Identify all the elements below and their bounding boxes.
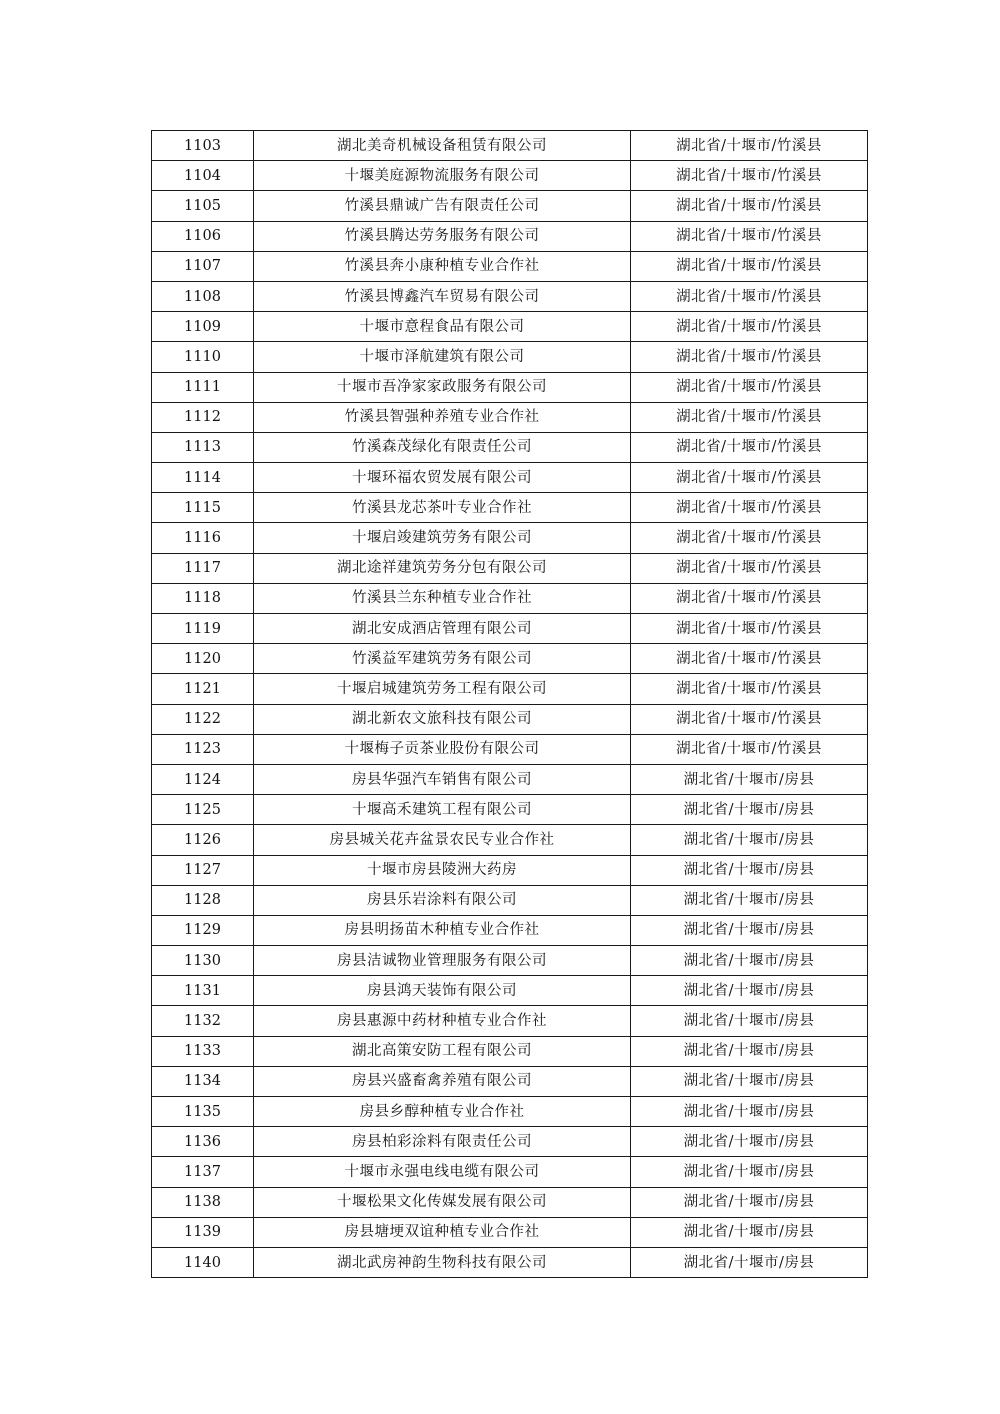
region-cell: 湖北省/十堰市/竹溪县 [631,644,868,674]
region-cell: 湖北省/十堰市/房县 [631,795,868,825]
company-name-cell: 竹溪县奔小康种植专业合作社 [254,251,631,281]
company-name-cell: 湖北美奇机械设备租赁有限公司 [254,131,631,161]
company-name-cell: 竹溪县博鑫汽车贸易有限公司 [254,281,631,311]
row-number-cell: 1132 [152,1006,254,1036]
region-cell: 湖北省/十堰市/竹溪县 [631,614,868,644]
table-row [152,402,868,432]
row-number-cell: 1104 [152,161,254,191]
region-cell: 湖北省/十堰市/房县 [631,1006,868,1036]
table-row [152,1127,868,1157]
table-row [152,946,868,976]
row-number-cell: 1128 [152,885,254,915]
table-row [152,1036,868,1066]
company-name-cell: 湖北新农文旅科技有限公司 [254,704,631,734]
row-number-cell: 1130 [152,946,254,976]
row-number-cell: 1125 [152,795,254,825]
row-number-cell: 1111 [152,372,254,402]
row-number-cell: 1113 [152,432,254,462]
row-number-cell: 1108 [152,281,254,311]
table-row [152,825,868,855]
company-name-cell: 房县乡醇种植专业合作社 [254,1097,631,1127]
company-name-cell: 房县洁诚物业管理服务有限公司 [254,946,631,976]
table-row [152,191,868,221]
region-cell: 湖北省/十堰市/竹溪县 [631,312,868,342]
company-name-cell: 湖北途祥建筑劳务分包有限公司 [254,553,631,583]
company-name-cell: 十堰市永强电线电缆有限公司 [254,1157,631,1187]
company-name-cell: 竹溪县兰东种植专业合作社 [254,583,631,613]
region-cell: 湖北省/十堰市/房县 [631,915,868,945]
region-cell: 湖北省/十堰市/竹溪县 [631,463,868,493]
row-number-cell: 1117 [152,553,254,583]
table-row [152,1217,868,1247]
region-cell: 湖北省/十堰市/竹溪县 [631,342,868,372]
company-name-cell: 房县明扬苗木种植专业合作社 [254,915,631,945]
company-name-cell: 房县柏彩涂料有限责任公司 [254,1127,631,1157]
region-cell: 湖北省/十堰市/竹溪县 [631,523,868,553]
region-cell: 湖北省/十堰市/房县 [631,946,868,976]
table-row [152,221,868,251]
enterprise-list-table [151,130,868,1278]
region-cell: 湖北省/十堰市/房县 [631,855,868,885]
row-number-cell: 1124 [152,764,254,794]
row-number-cell: 1137 [152,1157,254,1187]
region-cell: 湖北省/十堰市/竹溪县 [631,432,868,462]
table-row [152,131,868,161]
region-cell: 湖北省/十堰市/房县 [631,1187,868,1217]
company-name-cell: 竹溪县龙芯茶叶专业合作社 [254,493,631,523]
row-number-cell: 1103 [152,131,254,161]
row-number-cell: 1110 [152,342,254,372]
table-row [152,342,868,372]
company-name-cell: 湖北武房神韵生物科技有限公司 [254,1247,631,1277]
company-name-cell: 十堰启城建筑劳务工程有限公司 [254,674,631,704]
table-row [152,734,868,764]
row-number-cell: 1129 [152,915,254,945]
table-row [152,855,868,885]
table-row [152,251,868,281]
row-number-cell: 1138 [152,1187,254,1217]
company-name-cell: 竹溪森茂绿化有限责任公司 [254,432,631,462]
row-number-cell: 1116 [152,523,254,553]
region-cell: 湖北省/十堰市/房县 [631,764,868,794]
region-cell: 湖北省/十堰市/房县 [631,1036,868,1066]
row-number-cell: 1120 [152,644,254,674]
table-row [152,704,868,734]
region-cell: 湖北省/十堰市/竹溪县 [631,221,868,251]
region-cell: 湖北省/十堰市/竹溪县 [631,372,868,402]
region-cell: 湖北省/十堰市/竹溪县 [631,583,868,613]
company-name-cell: 房县华强汽车销售有限公司 [254,764,631,794]
company-name-cell: 竹溪县鼎诚广告有限责任公司 [254,191,631,221]
row-number-cell: 1136 [152,1127,254,1157]
table-row [152,915,868,945]
row-number-cell: 1127 [152,855,254,885]
region-cell: 湖北省/十堰市/竹溪县 [631,161,868,191]
row-number-cell: 1118 [152,583,254,613]
region-cell: 湖北省/十堰市/竹溪县 [631,191,868,221]
company-name-cell: 十堰环福农贸发展有限公司 [254,463,631,493]
table-row [152,553,868,583]
table-body [152,131,868,1278]
table-row [152,614,868,644]
region-cell: 湖北省/十堰市/竹溪县 [631,493,868,523]
company-name-cell: 十堰市意程食品有限公司 [254,312,631,342]
table-row [152,1187,868,1217]
table-row [152,1006,868,1036]
table-row [152,1247,868,1277]
table-row [152,885,868,915]
row-number-cell: 1134 [152,1066,254,1096]
table-row [152,795,868,825]
row-number-cell: 1122 [152,704,254,734]
company-name-cell: 房县惠源中药材种植专业合作社 [254,1006,631,1036]
region-cell: 湖北省/十堰市/竹溪县 [631,281,868,311]
company-name-cell: 房县乐岩涂料有限公司 [254,885,631,915]
row-number-cell: 1105 [152,191,254,221]
row-number-cell: 1135 [152,1097,254,1127]
company-name-cell: 十堰梅子贡茶业股份有限公司 [254,734,631,764]
company-name-cell: 十堰高禾建筑工程有限公司 [254,795,631,825]
region-cell: 湖北省/十堰市/竹溪县 [631,704,868,734]
table-row [152,463,868,493]
company-name-cell: 十堰市房县陵洲大药房 [254,855,631,885]
row-number-cell: 1114 [152,463,254,493]
region-cell: 湖北省/十堰市/房县 [631,1127,868,1157]
table-row [152,764,868,794]
region-cell: 湖北省/十堰市/房县 [631,1066,868,1096]
company-name-cell: 房县鸿天装饰有限公司 [254,976,631,1006]
company-name-cell: 竹溪县腾达劳务服务有限公司 [254,221,631,251]
company-name-cell: 湖北安成酒店管理有限公司 [254,614,631,644]
table-row [152,1097,868,1127]
company-name-cell: 竹溪益军建筑劳务有限公司 [254,644,631,674]
company-name-cell: 十堰松果文化传媒发展有限公司 [254,1187,631,1217]
table-row [152,493,868,523]
table-row [152,1066,868,1096]
table-row [152,281,868,311]
row-number-cell: 1109 [152,312,254,342]
table-row [152,674,868,704]
region-cell: 湖北省/十堰市/竹溪县 [631,402,868,432]
table-row [152,312,868,342]
region-cell: 湖北省/十堰市/房县 [631,825,868,855]
row-number-cell: 1106 [152,221,254,251]
row-number-cell: 1115 [152,493,254,523]
company-name-cell: 竹溪县智强种养殖专业合作社 [254,402,631,432]
company-name-cell: 房县城关花卉盆景农民专业合作社 [254,825,631,855]
company-name-cell: 十堰市泽航建筑有限公司 [254,342,631,372]
company-name-cell: 十堰启竣建筑劳务有限公司 [254,523,631,553]
row-number-cell: 1126 [152,825,254,855]
region-cell: 湖北省/十堰市/竹溪县 [631,131,868,161]
row-number-cell: 1131 [152,976,254,1006]
region-cell: 湖北省/十堰市/竹溪县 [631,553,868,583]
table-row [152,523,868,553]
table-row [152,644,868,674]
row-number-cell: 1119 [152,614,254,644]
row-number-cell: 1112 [152,402,254,432]
table-row [152,161,868,191]
row-number-cell: 1107 [152,251,254,281]
region-cell: 湖北省/十堰市/房县 [631,885,868,915]
region-cell: 湖北省/十堰市/竹溪县 [631,674,868,704]
region-cell: 湖北省/十堰市/房县 [631,1097,868,1127]
region-cell: 湖北省/十堰市/房县 [631,1157,868,1187]
row-number-cell: 1139 [152,1217,254,1247]
region-cell: 湖北省/十堰市/房县 [631,1247,868,1277]
table-row [152,432,868,462]
table-row [152,976,868,1006]
company-name-cell: 湖北高策安防工程有限公司 [254,1036,631,1066]
region-cell: 湖北省/十堰市/房县 [631,976,868,1006]
company-name-cell: 十堰市吾净家家政服务有限公司 [254,372,631,402]
table-row [152,372,868,402]
region-cell: 湖北省/十堰市/竹溪县 [631,251,868,281]
row-number-cell: 1121 [152,674,254,704]
row-number-cell: 1123 [152,734,254,764]
table-row [152,1157,868,1187]
table-row [152,583,868,613]
row-number-cell: 1133 [152,1036,254,1066]
row-number-cell: 1140 [152,1247,254,1277]
company-name-cell: 房县兴盛畜禽养殖有限公司 [254,1066,631,1096]
region-cell: 湖北省/十堰市/竹溪县 [631,734,868,764]
region-cell: 湖北省/十堰市/房县 [631,1217,868,1247]
company-name-cell: 十堰美庭源物流服务有限公司 [254,161,631,191]
company-name-cell: 房县塘埂双谊种植专业合作社 [254,1217,631,1247]
